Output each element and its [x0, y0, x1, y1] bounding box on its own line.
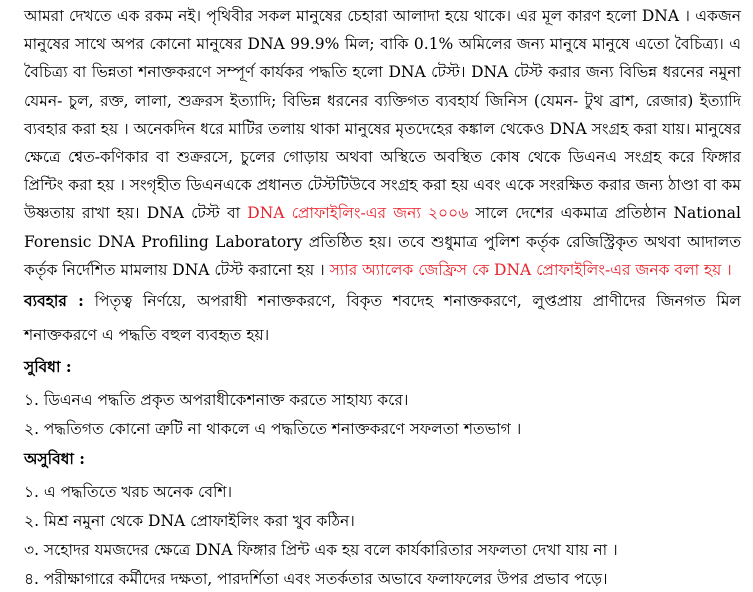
- intro-text-1: আমরা দেখতে এক রকম নই। পৃথিবীর সকল মানুষের চেহারা আলাদা হয়ে থাকে। এর মূল কারণ হলো DNA । একজন মানুষের সাথে অপর কোনো মানুষের DNA 99.9% মিল; বাকি 0.1% অমিলের জন্য মানুষে মানুষে এতো বৈচিত্র্য। এ বৈচিত্র্য বা ভিন্নতা শনাক্তকরণে সম্পূর্ণ কার্যকর পদ্ধতি হলো DNA টেস্ট। DNA টেস্ট করার জন্য বিভিন্ন ধরনের নমুনা যেমন- চুল, রক্ত, লালা, শুক্ররস ইত্যাদি; বিভিন্ন ধরনের ব্যক্তিগত ব্যবহার্য জিনিস (যেমন- টুথ ব্রাশ, রেজার) ইত্যাদি ব্যবহার করা হয় । অনেকদিন ধরে মাটির তলায় থাকা মানুষের মৃতদেহের কঙ্কাল থেকেও DNA সংগ্রহ করা যায়। মানুষের ক্ষেত্রে শ্বেত-কণিকার বা শুক্ররসে, চুলের গোড়ায় অথবা অস্থিতে অবস্থিত কোষ থেকে ডিএনএ সংগ্রহ করে ফিঙ্গার প্রিন্টিং করা হয় । সংগৃহীত ডিএনএকে প্রধানত টেস্টটিউবে সংগ্রহ করা হয় এবং একে সংরক্ষিত করার জন্য ঠাণ্ডা বা কম উষ্ণতায় রাখা হয়। DNA টেস্ট বা: [24, 7, 741, 223]
- intro-highlight-1: DNA প্রোফাইলিং-এর জন্য ২০০৬: [247, 204, 469, 223]
- disadvantage-item: ৩. সহোদর যমজদের ক্ষেত্রে DNA ফিঙ্গার প্রিন্ট এক হয় বলে কার্যকারিতার সফলতা দেখা যায় না ।: [24, 541, 618, 560]
- disadvantage-item: ১. এ পদ্ধতিতে খরচ অনেক বেশি।: [24, 483, 233, 502]
- usage-heading: ব্যবহার :: [24, 291, 84, 311]
- advantages-heading: সুবিধা :: [24, 357, 72, 377]
- disadvantage-item: ২. মিশ্র নমুনা থেকে DNA প্রোফাইলিং করা খুব কঠিন।: [24, 512, 355, 531]
- usage-text: পিতৃত্ব নির্ণয়ে, অপরাধী শনাক্তকরণে, বিকৃত শবদেহ শনাক্তকরণে, লুপ্তপ্রায় প্রাণীদের জিনগত মিল শনাক্তকরণে এ পদ্ধতি বহুল ব্যবহৃত হয়।: [24, 292, 741, 345]
- intro-text-2: সালে দেশের একমাত্র প্রতিষ্ঠান National Forensic DNA Profiling Laboratory প্রতিষ্ঠিত হয়। তবে শুধুমাত্র পুলিশ কর্তৃক রেজিস্ট্রিকৃত অথবা আদালত কর্তৃক নির্দেশিত মামলায় DNA টেস্ট করানো হয় ।: [24, 204, 741, 279]
- advantage-item: ২. পদ্ধতিগত কোনো ত্রুটি না থাকলে এ পদ্ধতিতে শনাক্তকরণে সফলতা শতভাগ ।: [24, 420, 522, 439]
- intro-highlight-2: স্যার অ্যালেক জেফ্রিস কে DNA প্রোফাইলিং-এর জনক বলা হয় ।: [329, 260, 732, 279]
- disadvantage-item: ৪. পরীক্ষাগারে কর্মীদের দক্ষতা, পারদর্শিতা এবং সতর্কতার অভাবে ফলাফলের উপর প্রভাব পড়ে।: [24, 570, 608, 589]
- disadvantages-heading: অসুবিধা :: [24, 449, 86, 469]
- advantage-item: ১. ডিএনএ পদ্ধতি প্রকৃত অপরাধীকেশনাক্ত করতে সাহায্য করে।: [24, 391, 409, 410]
- intro-paragraph: [24, 2, 741, 284]
- usage-paragraph: [24, 284, 741, 352]
